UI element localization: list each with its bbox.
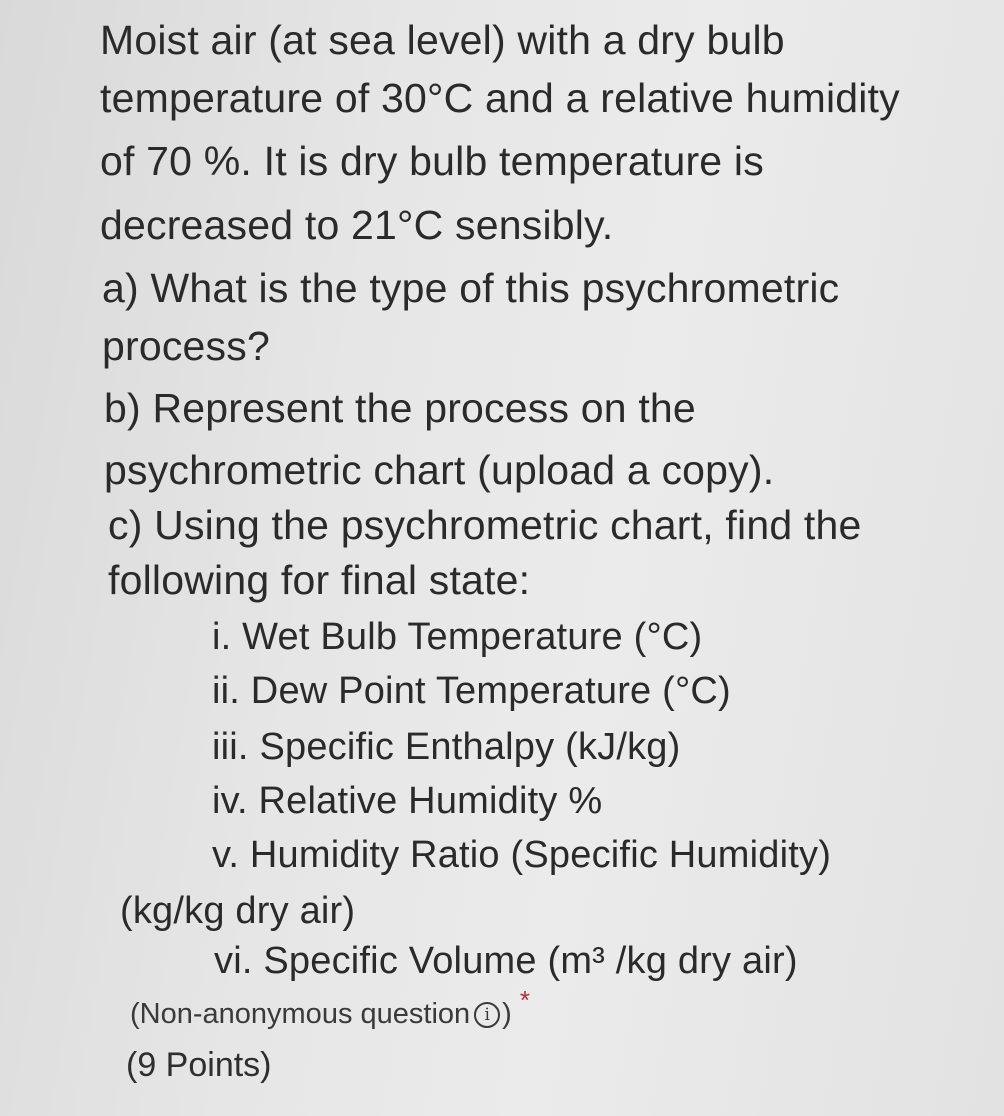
question-part-a: a) What is the type of this psychrometric bbox=[102, 265, 840, 311]
question-part-b-cont: psychrometric chart (upload a copy). bbox=[104, 447, 775, 493]
required-asterisk: * bbox=[519, 985, 530, 1015]
list-item-wet-bulb: i. Wet Bulb Temperature (°C) bbox=[212, 616, 703, 658]
non-anonymous-notice bbox=[130, 985, 530, 1031]
non-anonymous-close: ) bbox=[502, 998, 512, 1030]
question-text-line: Moist air (at sea level) with a dry bulb bbox=[100, 17, 785, 63]
list-item-dew-point: ii. Dew Point Temperature (°C) bbox=[212, 670, 731, 712]
list-item-humidity-ratio-unit: (kg/kg dry air) bbox=[120, 890, 356, 932]
question-part-b: b) Represent the process on the bbox=[104, 385, 696, 431]
list-item-relative-humidity: iv. Relative Humidity % bbox=[212, 780, 603, 822]
list-item-enthalpy: iii. Specific Enthalpy (kJ/kg) bbox=[212, 726, 681, 768]
info-icon[interactable]: i bbox=[474, 1002, 500, 1028]
points-label: (9 Points) bbox=[126, 1046, 272, 1084]
list-item-humidity-ratio: v. Humidity Ratio (Specific Humidity) bbox=[212, 834, 832, 876]
question-text-line: of 70 %. It is dry bulb temperature is bbox=[100, 138, 764, 184]
question-part-a-cont: process? bbox=[102, 323, 270, 369]
list-item-specific-volume: vi. Specific Volume (m³ /kg dry air) bbox=[214, 940, 798, 982]
question-text-line: temperature of 30°C and a relative humidity bbox=[100, 75, 900, 121]
question-part-c-cont: following for final state: bbox=[108, 557, 531, 603]
non-anonymous-label: (Non-anonymous question bbox=[130, 998, 471, 1030]
question-text-line: decreased to 21°C sensibly. bbox=[100, 202, 614, 248]
question-part-c: c) Using the psychrometric chart, find the bbox=[108, 502, 862, 548]
